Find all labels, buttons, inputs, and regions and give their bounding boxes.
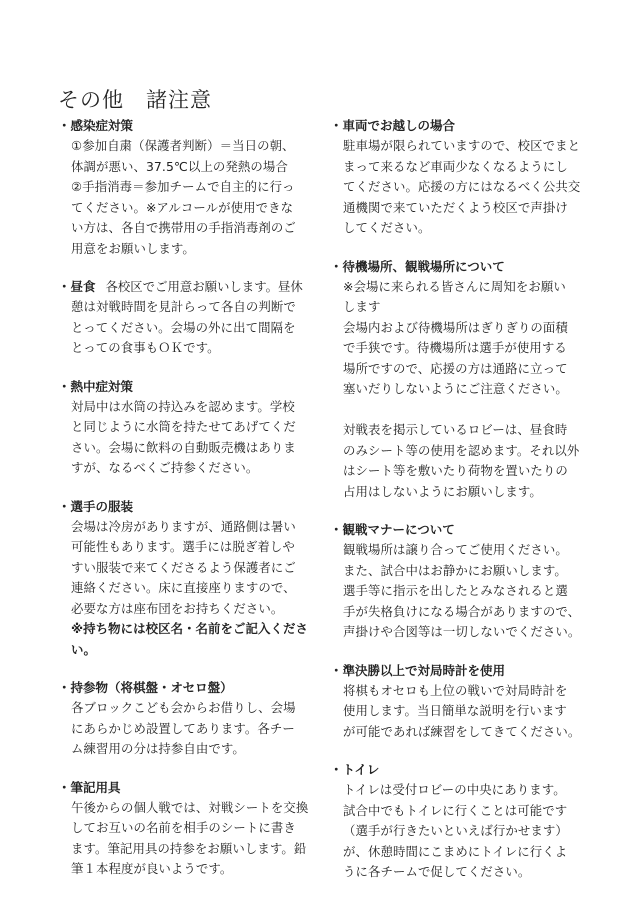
- body-text-line: とってください。会場の外に出て間隔を: [71, 319, 296, 335]
- body-text-line: してください。: [343, 220, 431, 235]
- body-text-line: 駐車場が限られていますので、校区でまと: [343, 138, 581, 153]
- page-title: その他 諸注意: [58, 88, 212, 112]
- notice-section: [330, 257, 592, 503]
- body-text-line: ②手指消毒＝参加チームで自主的に行っ: [71, 179, 295, 194]
- body-text-line: 将棋もオセロも上位の戦いで対局時計を: [343, 682, 568, 698]
- body-text-line: にあらかじめ設置してあります。各チー: [71, 720, 295, 736]
- body-text-line: 使用します。当日簡単な説明を行います: [343, 703, 567, 718]
- right-column: [330, 116, 592, 883]
- notice-section: [330, 661, 592, 743]
- body-text-line: さい。会場に飲料の自動販売機はありま: [71, 439, 296, 455]
- body-text-line: すが、なるべくご持参ください。: [71, 460, 259, 475]
- notice-section: [330, 520, 592, 643]
- body-text-line: 通機関で来ていただくよう校区で声掛け: [343, 199, 568, 215]
- body-text-line: まって来るなど車両少なくなるようにし: [343, 158, 568, 174]
- body-text-line: のみシート等の使用を認めます。それ以外: [343, 442, 580, 458]
- section-title: ・トイレ: [330, 762, 380, 777]
- body-text-line: 声掛けや合図等は一切しないでください。: [343, 624, 581, 639]
- body-text-line: 試合中でもトイレに行くことは可能です: [343, 802, 568, 818]
- body-text-line: 会場は冷房がありますが、通路側は暑い: [71, 518, 296, 534]
- body-text-line: い。: [71, 641, 96, 657]
- body-text-line: ※会場に来られる皆さんに周知をお願い: [343, 278, 566, 294]
- body-text-line: します: [343, 299, 381, 314]
- body-text-line: 必要な方は座布団をお持ちください。: [71, 600, 284, 616]
- body-text-line: 可能性もあります。選手には脱ぎ着しや: [71, 539, 295, 554]
- body-text-line: 体調が悪い、37.5℃以上の発熱の場合: [71, 158, 288, 174]
- section-title: ・昼食: [58, 279, 96, 294]
- section-title: ・持参物（将棋盤・オセロ盤）: [58, 680, 233, 695]
- body-text-line: 各ブロックこども会からお借りし、会場: [71, 700, 296, 715]
- body-text-line: 憩は対戦時間を見計らって各自の判断で: [71, 299, 296, 314]
- body-text-line: い方は、各自で携帯用の手指消毒剤のご: [71, 220, 296, 235]
- body-text-line: 観戦場所は譲り合ってご使用ください。: [343, 542, 568, 557]
- body-text-line: 会場内および待機場所はぎりぎりの面積: [343, 319, 568, 335]
- body-text-line: 用意をお願いします。: [71, 240, 195, 256]
- body-text-line: で手狭です。待機場所は選手が使用する: [343, 340, 567, 355]
- body-text-line: と同じように水筒を持たせてあげてくだ: [71, 419, 296, 434]
- body-text-line: うに各チームで促してください。: [343, 864, 531, 879]
- section-title: ・車両でお越しの場合: [330, 118, 456, 133]
- body-text-line: ム練習用の分は持参自由です。: [71, 741, 245, 756]
- body-text-line: 対戦表を掲示しているロビーは、昼食時: [343, 422, 568, 437]
- body-text-line: 筆１本程度が良いようです。: [71, 861, 233, 876]
- section-title: ・観戦マナーについて: [330, 522, 455, 537]
- section-title: ・準決勝以上で対局時計を使用: [330, 662, 506, 678]
- section-heading-line: [58, 277, 320, 297]
- notice-section: [58, 377, 320, 479]
- body-text-line: ①参加自粛（保護者判断）＝当日の朝、: [71, 138, 295, 153]
- body-text-line: すい服装で来てくださるよう保護者にご: [71, 559, 296, 575]
- section-title: ・選手の服装: [58, 498, 134, 514]
- body-text-line: 選手等に指示を出したとみなされると選: [343, 583, 568, 598]
- body-text-line: が可能であれば練習をしてきてください。: [343, 723, 581, 739]
- section-title: ・筆記用具: [58, 779, 121, 795]
- notice-section: [330, 760, 592, 883]
- notice-section: [330, 116, 592, 239]
- notice-section: [58, 497, 320, 661]
- body-text-line: してお互いの名前を相手のシートに書き: [71, 820, 296, 835]
- body-text-line: 対局中は水筒の持込みを認めます。学校: [71, 398, 295, 414]
- body-text-line: 手が失格負けになる場合がありますので、: [343, 603, 581, 619]
- notice-section: [58, 116, 320, 259]
- body-text-line: ※持ち物には校区名・名前をご記入くださ: [71, 621, 308, 636]
- body-text-line: ます。筆記用具の持参をお願いします。鉛: [71, 840, 307, 856]
- body-text-line: 午後からの個人戦では、対戦シートを交換: [71, 799, 309, 815]
- body-text-line: 連絡ください。床に直接座りますので、: [71, 580, 296, 595]
- section-inline-text: 各校区でご用意お願いします。昼休: [105, 279, 303, 294]
- body-text-line: 塞いだりしないようにご注意ください。: [343, 381, 568, 396]
- body-text-line: また、試合中はお静かにお願いします。: [343, 562, 567, 578]
- section-title: ・感染症対策: [58, 118, 134, 133]
- section-title: ・待機場所、観戦場所について: [330, 258, 505, 274]
- section-title: ・熱中症対策: [58, 378, 134, 394]
- body-text-line: 占用はしないようにお願いします。: [343, 483, 542, 499]
- notice-section: [58, 678, 320, 760]
- body-text-line: てください。※アルコールが使用できな: [71, 199, 294, 215]
- body-text-line: とっての食事もＯＫです。: [71, 340, 220, 355]
- left-column: [58, 116, 320, 880]
- body-text-line: （選手が行きたいといえば行かせます）: [343, 823, 568, 838]
- body-text-line: てください。応援の方にはなるべく公共交: [343, 179, 581, 194]
- body-text-line: [330, 400, 592, 421]
- body-text-line: トイレは受付ロビーの中央にあります。: [343, 782, 566, 797]
- body-text-line: はシート等を敷いたり荷物を置いたりの: [343, 463, 568, 478]
- body-text-line: が、休憩時間にこまめにトイレに行くよ: [343, 843, 568, 859]
- notice-section: [58, 277, 320, 359]
- body-text-line: 場所ですので、応援の方は通路に立って: [343, 360, 568, 376]
- notice-section: [58, 778, 320, 880]
